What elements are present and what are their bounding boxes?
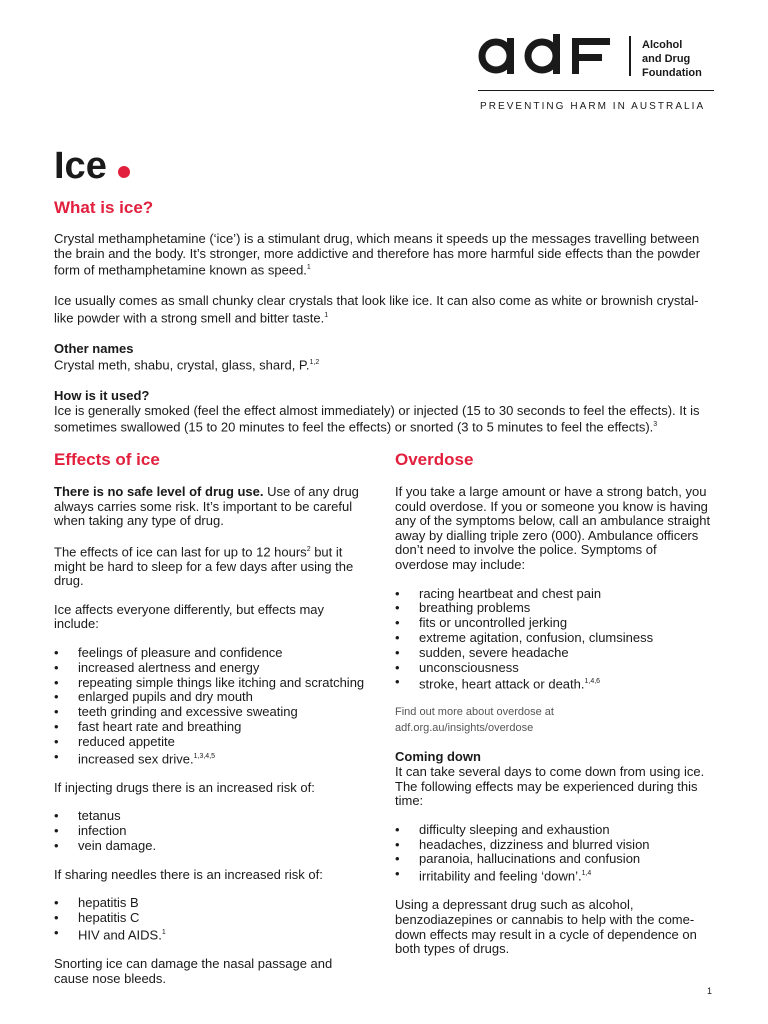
org-name-line: Foundation xyxy=(642,67,702,79)
list-item: • vein damage. xyxy=(54,839,368,854)
what-is-ice-para1: Crystal methamphetamine (‘ice’) is a stimulant drug, which means it speeds up the messages travelling between the brain and the body. It’s stronger, more addictive and therefore has more harmful side effects than the powder form of methamphetamine known as speed.$^1$ xyxy=(54,231,701,278)
list-item: • breathing problems xyxy=(395,601,713,616)
logo-text: adf xyxy=(478,30,480,31)
overdose-link[interactable]: adf.org.au/insights/overdose xyxy=(395,722,534,735)
effects-column xyxy=(54,485,368,986)
list-item: • difficulty sleeping and exhaustion xyxy=(395,823,713,838)
effects-duration: The effects of ice can last for up to 12 hours$^2$ but it might be hard to sleep for a few days after using the drug. xyxy=(54,544,354,589)
overdose-column xyxy=(395,485,713,957)
other-names-text: Crystal meth, shabu, crystal, glass, shard, P.$^{1,2}$ xyxy=(54,357,320,373)
share-intro: If sharing needles there is an increased risk of: xyxy=(54,866,323,882)
list-item: • extreme agitation, confusion, clumsiness xyxy=(395,631,713,646)
title-dot xyxy=(118,166,130,178)
org-name xyxy=(642,38,702,80)
coming-down-intro: It can take several days to come down from using ice. The following effects may be experienced during this time: xyxy=(395,764,705,809)
list-item: • feelings of pleasure and confidence xyxy=(54,646,368,661)
inject-intro: If injecting drugs there is an increased risk of: xyxy=(54,779,315,795)
share-list xyxy=(54,896,368,943)
effects-affects-intro: Ice affects everyone differently, but effects may include: xyxy=(54,601,325,632)
page-number: 1 xyxy=(707,986,713,996)
list-item: • hepatitis C xyxy=(54,911,368,926)
list-item: • increased alertness and energy xyxy=(54,661,368,676)
adf-logo xyxy=(478,30,616,82)
header-rule xyxy=(478,90,714,91)
list-item: • HIV and AIDS.$^1$ xyxy=(54,926,368,943)
list-item: • reduced appetite xyxy=(54,735,368,750)
list-item: • stroke, heart attack or death.$^{1,4,6}$ xyxy=(395,675,713,692)
list-item: • increased sex drive.$^{1,3,4,5}$ xyxy=(54,750,368,767)
effects-list xyxy=(54,646,368,767)
effects-heading: Effects of ice xyxy=(54,450,160,469)
depressant-text: Using a depressant drug such as alcohol, benzodiazepines or cannabis to help with the come-down effects may result in a cycle of dependence on both types of drugs. xyxy=(395,897,697,957)
list-item: • unconsciousness xyxy=(395,661,713,676)
how-used-heading: How is it used? xyxy=(54,388,150,404)
org-name-line: and Drug xyxy=(642,53,691,65)
what-is-ice-para2: Ice usually comes as small chunky clear crystals that look like ice. It can also come as white or brownish crystal-like powder with a strong smell and bitter taste.$^1$ xyxy=(54,293,699,326)
logo-divider xyxy=(629,36,631,76)
effects-intro: There is no safe level of drug use. Use of any drug always carries some risk. It’s important to be careful when taking any type of drug. xyxy=(54,484,359,529)
overdose-list xyxy=(395,587,713,693)
tagline: PREVENTING HARM IN AUSTRALIA xyxy=(480,101,706,112)
list-item: • tetanus xyxy=(54,809,368,824)
overdose-heading: Overdose xyxy=(395,450,474,469)
other-names-heading: Other names xyxy=(54,340,134,356)
overdose-intro: If you take a large amount or have a strong batch, you could overdose. If you or someone you know is having any of the symptoms below, call an ambulance straight away by dialling triple zero (000). Ambulance officers don’t need to involve the police. Symptoms of overdose may include: xyxy=(395,484,711,572)
overdose-more-info: Find out more about overdose at xyxy=(395,706,554,719)
org-name-line: Alcohol xyxy=(642,39,683,51)
list-item: • repeating simple things like itching and scratching xyxy=(54,676,368,691)
list-item: • enlarged pupils and dry mouth xyxy=(54,690,368,705)
page-title: Ice xyxy=(54,145,107,187)
list-item: • infection xyxy=(54,824,368,839)
list-item: • hepatitis B xyxy=(54,896,368,911)
what-is-ice-section xyxy=(54,232,714,435)
coming-down-heading: Coming down xyxy=(395,749,481,765)
list-item: • paranoia, hallucinations and confusion xyxy=(395,852,713,867)
inject-list xyxy=(54,809,368,853)
list-item: • fast heart rate and breathing xyxy=(54,720,368,735)
list-item: • sudden, severe headache xyxy=(395,646,713,661)
what-is-ice-heading: What is ice? xyxy=(54,198,154,217)
list-item: • fits or uncontrolled jerking xyxy=(395,616,713,631)
list-item: • teeth grinding and excessive sweating xyxy=(54,705,368,720)
list-item: • racing heartbeat and chest pain xyxy=(395,587,713,602)
list-item: • irritability and feeling ‘down’.$^{1,4}$ xyxy=(395,867,713,884)
how-used-text: Ice is generally smoked (feel the effect almost immediately) or injected (15 to 30 seconds to feel the effects). It is sometimes swallowed (15 to 20 minutes to feel the effects) or snorted (3 to 5 minutes to feel the effects).$^3$ xyxy=(54,402,700,435)
snort-text: Snorting ice can damage the nasal passage and cause nose bleeds. xyxy=(54,956,333,986)
list-item: • headaches, dizziness and blurred vision xyxy=(395,838,713,853)
coming-down-list xyxy=(395,823,713,885)
